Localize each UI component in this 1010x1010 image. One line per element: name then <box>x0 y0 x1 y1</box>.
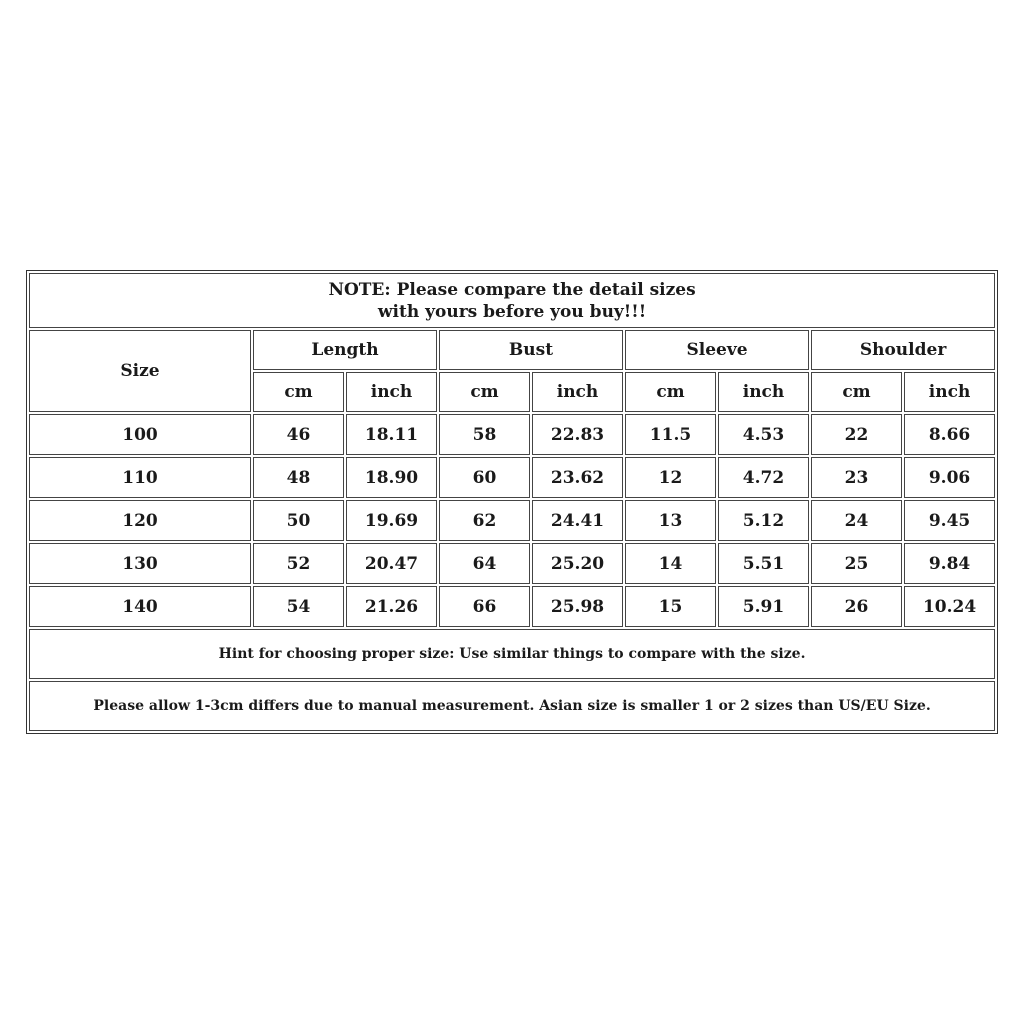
table-cell: 10.24 <box>904 586 995 627</box>
table-cell: 21.26 <box>346 586 437 627</box>
table-cell: 64 <box>439 543 530 584</box>
table-cell: 25 <box>811 543 902 584</box>
table-cell: 52 <box>253 543 344 584</box>
size-cell: 110 <box>29 457 251 498</box>
size-cell: 140 <box>29 586 251 627</box>
unit-cell: cm <box>625 372 716 412</box>
table-cell: 9.06 <box>904 457 995 498</box>
allowance-text: Please allow 1-3cm differs due to manual measurement. Asian size is smaller 1 or 2 sizes than US/EU Size. <box>29 681 995 731</box>
unit-cell: cm <box>439 372 530 412</box>
hint-row <box>29 629 995 679</box>
note-line-2: with yours before you buy!!! <box>377 301 647 322</box>
table-cell: 5.91 <box>718 586 809 627</box>
table-cell: 48 <box>253 457 344 498</box>
table-cell: 54 <box>253 586 344 627</box>
table-cell: 18.11 <box>346 414 437 455</box>
header-row <box>29 330 995 370</box>
table-row <box>29 500 995 541</box>
note-row <box>29 273 995 328</box>
table-row <box>29 586 995 627</box>
size-cell: 120 <box>29 500 251 541</box>
table-cell: 13 <box>625 500 716 541</box>
note-line-1: NOTE: Please compare the detail sizes <box>328 279 696 300</box>
unit-cell: inch <box>718 372 809 412</box>
table-cell: 4.53 <box>718 414 809 455</box>
bust-header: Bust <box>439 330 623 370</box>
table-cell: 25.98 <box>532 586 623 627</box>
table-cell: 5.12 <box>718 500 809 541</box>
table-cell: 25.20 <box>532 543 623 584</box>
table-cell: 9.84 <box>904 543 995 584</box>
table-cell: 60 <box>439 457 530 498</box>
table-cell: 14 <box>625 543 716 584</box>
table-cell: 11.5 <box>625 414 716 455</box>
table-cell: 24.41 <box>532 500 623 541</box>
table-cell: 5.51 <box>718 543 809 584</box>
table-cell: 24 <box>811 500 902 541</box>
table-row <box>29 414 995 455</box>
table-cell: 9.45 <box>904 500 995 541</box>
table-cell: 20.47 <box>346 543 437 584</box>
table-cell: 23.62 <box>532 457 623 498</box>
unit-cell: cm <box>811 372 902 412</box>
table-cell: 18.90 <box>346 457 437 498</box>
size-cell: 130 <box>29 543 251 584</box>
unit-cell: inch <box>346 372 437 412</box>
size-header: Size <box>29 330 251 412</box>
table-cell: 4.72 <box>718 457 809 498</box>
table-cell: 22.83 <box>532 414 623 455</box>
size-chart-table <box>26 270 998 734</box>
table-cell: 15 <box>625 586 716 627</box>
table-cell: 22 <box>811 414 902 455</box>
table-row <box>29 457 995 498</box>
table-cell: 23 <box>811 457 902 498</box>
hint-text: Hint for choosing proper size: Use similar things to compare with the size. <box>29 629 995 679</box>
length-header: Length <box>253 330 437 370</box>
shoulder-header: Shoulder <box>811 330 995 370</box>
table-cell: 50 <box>253 500 344 541</box>
sleeve-header: Sleeve <box>625 330 809 370</box>
table-cell: 12 <box>625 457 716 498</box>
table-row <box>29 543 995 584</box>
table-cell: 62 <box>439 500 530 541</box>
unit-cell: cm <box>253 372 344 412</box>
table-cell: 58 <box>439 414 530 455</box>
note-cell <box>29 273 995 328</box>
table-cell: 66 <box>439 586 530 627</box>
table-cell: 26 <box>811 586 902 627</box>
unit-cell: inch <box>532 372 623 412</box>
table-cell: 8.66 <box>904 414 995 455</box>
table-cell: 19.69 <box>346 500 437 541</box>
unit-cell: inch <box>904 372 995 412</box>
table-cell: 46 <box>253 414 344 455</box>
size-cell: 100 <box>29 414 251 455</box>
allowance-row <box>29 681 995 731</box>
